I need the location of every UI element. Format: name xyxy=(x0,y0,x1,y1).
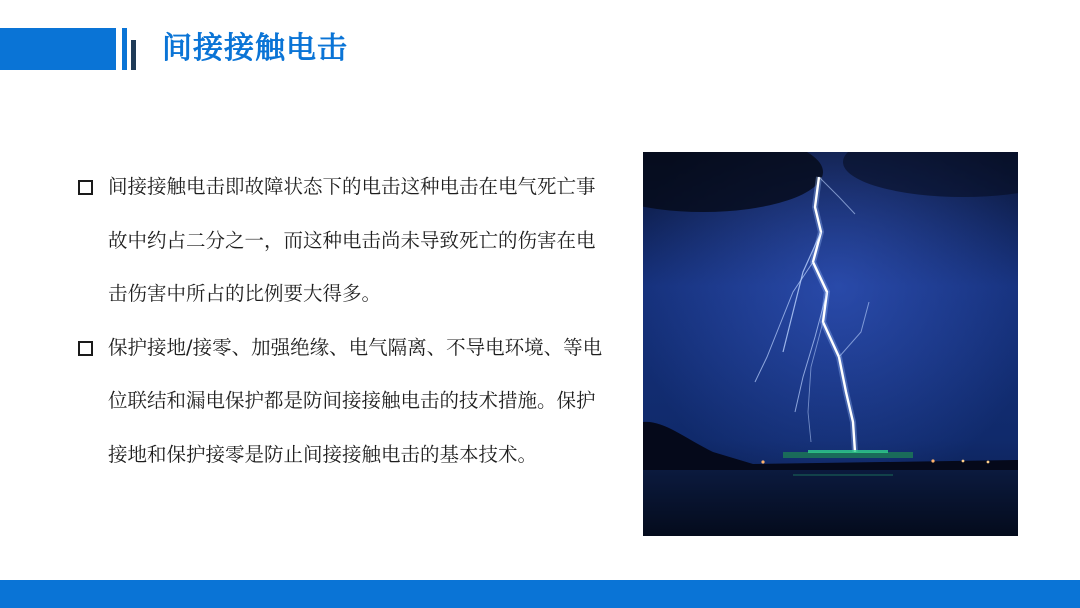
bullet-list xyxy=(78,160,603,481)
bullet-item xyxy=(78,321,603,482)
header-accent-line-dark xyxy=(131,40,136,70)
header-accent-bar xyxy=(0,28,116,70)
square-bullet-icon xyxy=(78,341,93,356)
header-accent-line xyxy=(122,28,127,70)
bullet-item xyxy=(78,160,603,321)
bullet-text: 保护接地/接零、加强绝缘、电气隔离、不导电环境、等电位联结和漏电保护都是防间接接触电击的技术措施。保护接地和保护接零是防止间接接触电击的基本技术。 xyxy=(108,335,603,466)
square-bullet-icon xyxy=(78,180,93,195)
bullet-text: 间接接触电击即故障状态下的电击这种电击在电气死亡事故中约占二分之一，而这种电击尚未导致死亡的伤害在电击伤害中所占的比例要大得多。 xyxy=(108,175,596,305)
page-title: 间接接触电击 xyxy=(162,31,348,66)
lightning-photo xyxy=(643,152,1018,536)
footer-bar xyxy=(0,580,1080,608)
